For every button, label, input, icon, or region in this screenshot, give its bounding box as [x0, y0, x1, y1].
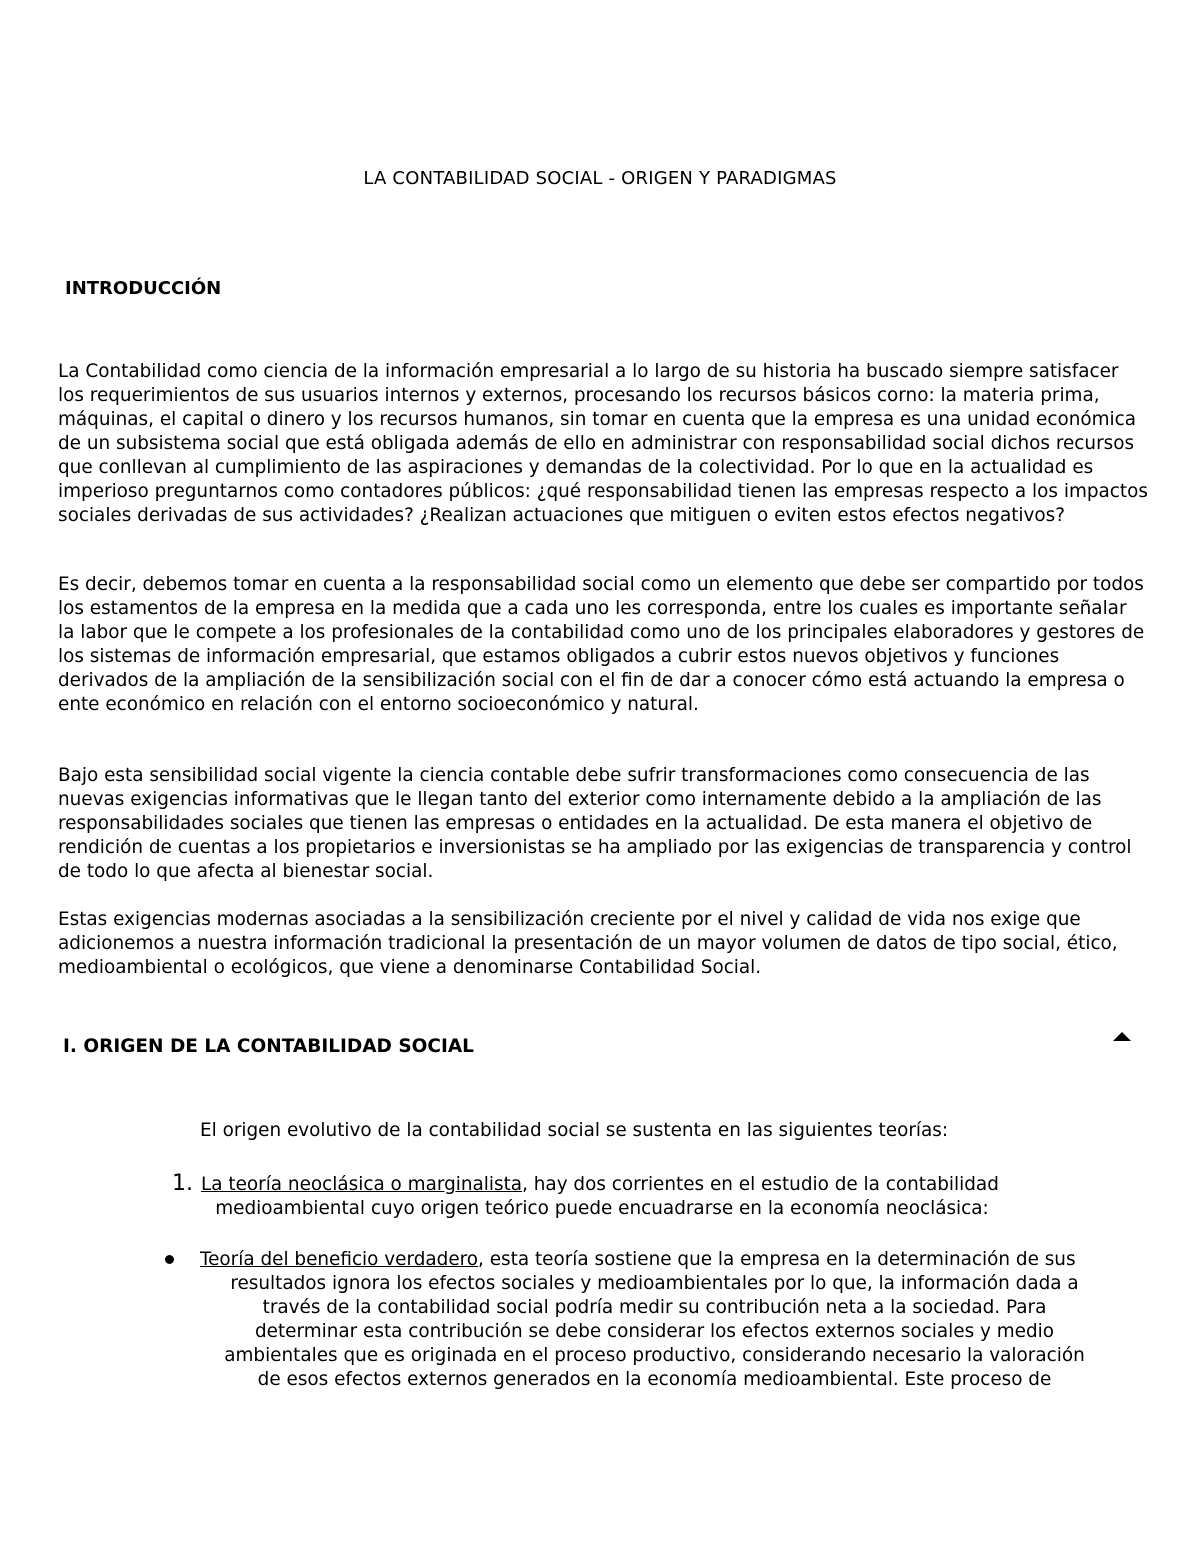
paragraph-4 [58, 908, 1148, 980]
section-1-heading: I. ORIGEN DE LA CONTABILIDAD SOCIAL [63, 1036, 474, 1057]
bullet-1-first-line [162, 1248, 1147, 1272]
bullet-1-line-6: de esos efectos externos generados en la economía medioambiental. Este proceso de [257, 1369, 1052, 1390]
bullet-item-1 [162, 1248, 1147, 1392]
bullet-1-text-first: , esta teoría sostiene que la empresa en la determinación de sus [478, 1249, 1076, 1270]
paragraph-1 [58, 360, 1148, 528]
numbered-item-1 [172, 1172, 1072, 1221]
paragraph-3 [58, 764, 1148, 884]
paragraph-2 [58, 573, 1148, 717]
back-to-top-icon[interactable] [1113, 1032, 1131, 1041]
list-number: 1. [172, 1171, 193, 1196]
bullet-1-line-2: resultados ignora los efectos sociales y medioambientales por lo que, la información dada a [230, 1273, 1079, 1294]
bullet-icon [165, 1255, 174, 1264]
bullet-1-term: Teoría del beneficio verdadero [200, 1249, 479, 1270]
item-1-text-rest: medioambiental cuyo origen teórico puede encuadrarse en la economía neoclásica: [215, 1198, 989, 1219]
item-1-text-first: , hay dos corrientes en el estudio de la contabilidad [522, 1174, 999, 1195]
document-title: LA CONTABILIDAD SOCIAL - ORIGEN Y PARADIGMAS [363, 168, 837, 189]
bullet-1-line-5: ambientales que es originada en el proceso productivo, considerando necesario la valoración [224, 1345, 1085, 1366]
bullet-1-line-4: determinar esta contribución se debe considerar los efectos externos sociales y medio [254, 1321, 1055, 1342]
intro-heading: INTRODUCCIÓN [65, 278, 222, 299]
paragraph-3-text: Bajo esta sensibilidad social vigente la ciencia contable debe sufrir transformaciones como consecuencia de las nuevas exigencias informativas que le llegan tanto del exterior como internamente debido a la ampliación de las responsabilidades sociales que tienen las empresas o entidades en la actualidad. De esta manera el objetivo de rendición de cuentas a los propietarios e inversionistas se ha ampliado por las exigencias de transparencia y control de todo lo que afecta al bienestar social. [58, 765, 1132, 882]
paragraph-1-text: La Contabilidad como ciencia de la información empresarial a lo largo de su historia ha buscado siempre satisfacer los requerimientos de sus usuarios internos y externos, procesando los recursos básicos corno: la materia prima, máquinas, el capital o dinero y los recursos humanos, sin tomar en cuenta que la empresa es una unidad económica de un subsistema social que está obligada además de ello en administrar con responsabilidad social dichos recursos que conllevan al cumplimiento de las aspiraciones y demandas de la colectividad. Por lo que en la actualidad es imperioso preguntarnos como contadores públicos: ¿qué responsabilidad tienen las empresas respecto a los impactos sociales derivadas de sus actividades? ¿Realizan actuaciones que mitiguen o eviten estos efectos negativos? [58, 361, 1148, 526]
paragraph-2-text: Es decir, debemos tomar en cuenta a la responsabilidad social como un elemento que debe ser compartido por todos los estamentos de la empresa en la medida que a cada uno les corresponda, entre los cuales es importante señalar la labor que le compete a los profesionales de la contabilidad como uno de los principales elaboradores y gestores de los sistemas de información empresarial, que estamos obligados a cubrir estos nuevos objetivos y funciones derivados de la ampliación de la sensibilización social con el fin de dar a conocer cómo está actuando la empresa o ente económico en relación con el entorno socioeconómico y natural. [58, 574, 1145, 715]
item-1-term: La teoría neoclásica o marginalista [201, 1174, 523, 1195]
bullet-1-line-3: través de la contabilidad social podría medir su contribución neta a la sociedad. Para [262, 1297, 1047, 1318]
section-1-intro: El origen evolutivo de la contabilidad social se sustenta en las siguientes teorías: [200, 1120, 949, 1141]
paragraph-4-text: Estas exigencias modernas asociadas a la sensibilización creciente por el nivel y calidad de vida nos exige que adicionemos a nuestra información tradicional la presentación de un mayor volumen de datos de tipo social, ético, medioambiental o ecológicos, que viene a denominarse Contabilidad Social. [58, 909, 1118, 978]
